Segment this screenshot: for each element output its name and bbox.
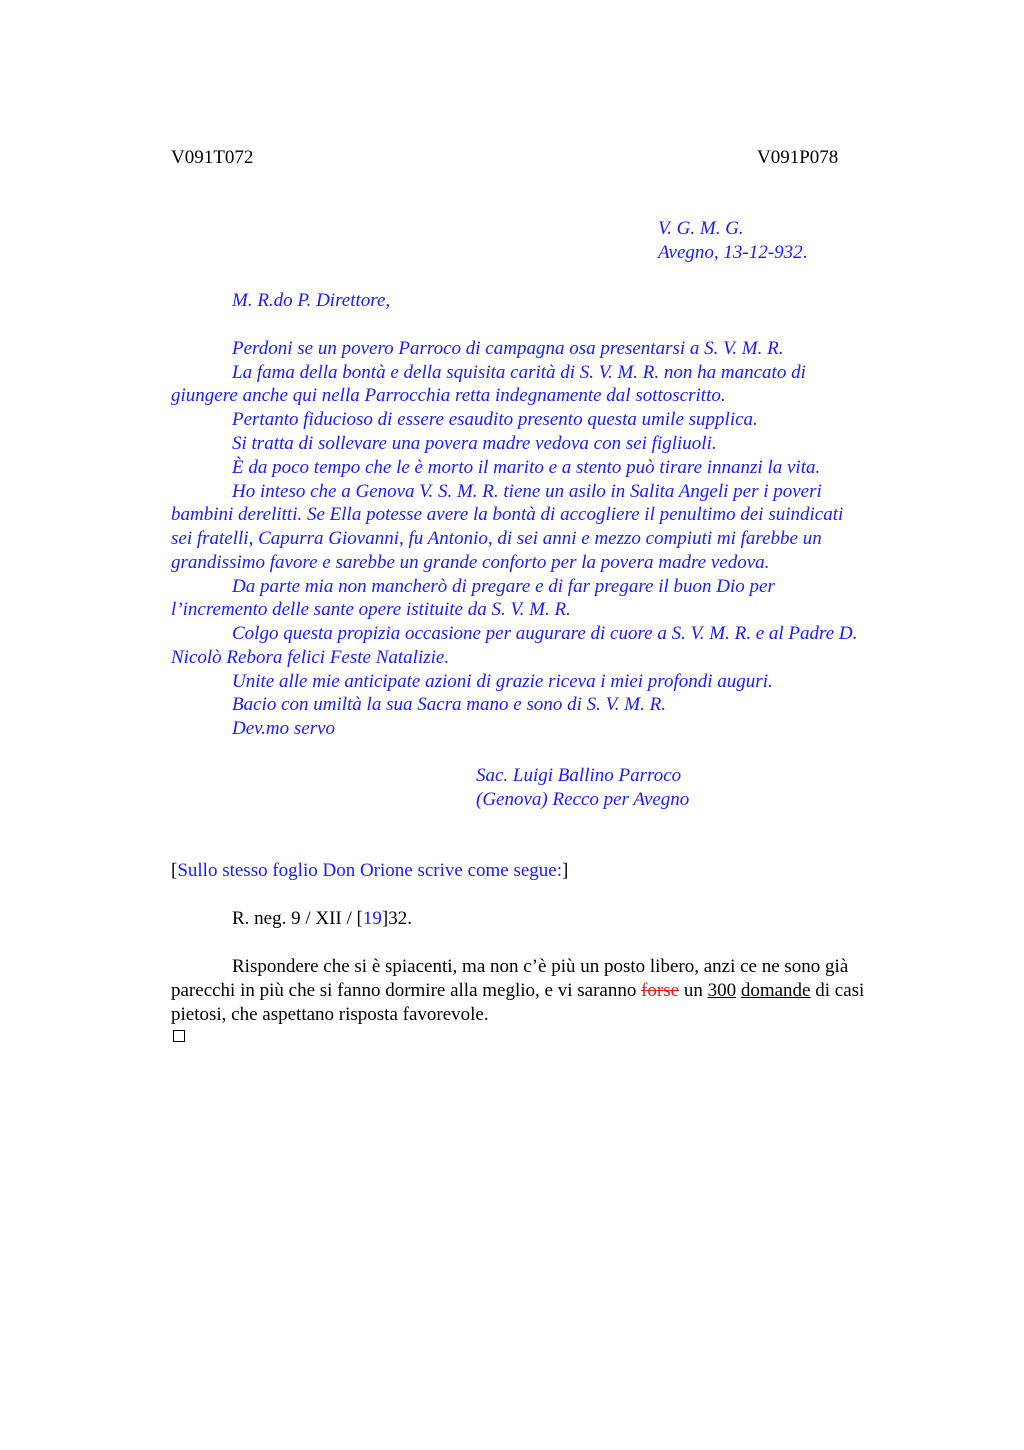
- note-open-bracket: [: [171, 860, 178, 881]
- letter-line: Ho inteso che a Genova V. S. M. R. tiene un asilo in Salita Angeli per i poveri: [232, 481, 822, 502]
- reply-ref-suffix: ]32.: [381, 908, 412, 929]
- reply-line: pietosi, che aspettano risposta favorevole.: [171, 1004, 489, 1025]
- letter-line: giungere anche qui nella Parrocchia retta indegnamente dal sottoscritto.: [171, 385, 726, 406]
- right-reference-code: V091P078: [757, 147, 839, 168]
- reply-line: Rispondere che si è spiacenti, ma non c’è più un posto libero, anzi ce ne sono già: [232, 956, 849, 977]
- signature-place: (Genova) Recco per Avegno: [476, 789, 690, 810]
- reply-ref-prefix: R. neg. 9 / XII / [: [232, 908, 363, 929]
- letter-line: Dev.mo servo: [232, 718, 336, 739]
- editorial-note: [171, 860, 568, 882]
- reply-line2-mid: un: [679, 980, 708, 1001]
- letter-line: Perdoni se un povero Parroco di campagna osa presentarsi a S. V. M. R.: [232, 338, 784, 359]
- note-close-bracket: ]: [562, 860, 569, 881]
- letter-line: Nicolò Rebora felici Feste Natalizie.: [171, 647, 450, 668]
- reply-line2-end: di casi: [810, 980, 865, 1001]
- struck-word: forse: [641, 980, 680, 1001]
- signature-name: Sac. Luigi Ballino Parroco: [476, 765, 682, 786]
- letter-line: l’incremento delle sante opere istituite da S. V. M. R.: [171, 599, 571, 620]
- reply-reference: [232, 908, 412, 930]
- letter-line: La fama della bontà e della squisita carità di S. V. M. R. non ha mancato di: [232, 362, 806, 383]
- letter-line: Bacio con umiltà la sua Sacra mano e sono di S. V. M. R.: [232, 694, 666, 715]
- end-square-icon: [173, 1030, 185, 1042]
- letter-line: grandissimo favore e sarebbe un grande conforto per la povera madre vedova.: [171, 552, 770, 573]
- dateline-motto: V. G. M. G.: [658, 218, 744, 239]
- letter-line: Si tratta di sollevare una povera madre vedova con sei figliuoli.: [232, 433, 717, 454]
- salutation: M. R.do P. Direttore,: [232, 290, 391, 311]
- dateline-place-date: [658, 242, 807, 264]
- left-reference-code: V091T072: [171, 147, 254, 168]
- letter-line: È da poco tempo che le è morto il marito e a stento può tirare innanzi la vita.: [232, 457, 821, 478]
- letter-line: bambini derelitti. Se Ella potesse avere la bontà di accogliere il penultimo dei suindicati: [171, 504, 844, 525]
- underlined-number: 300: [707, 980, 737, 1001]
- dateline-period: .: [802, 242, 808, 263]
- underlined-word: domande: [740, 980, 811, 1001]
- letter-line: Colgo questa propizia occasione per augurare di cuore a S. V. M. R. e al Padre D.: [232, 623, 858, 644]
- letter-line: sei fratelli, Capurra Giovanni, fu Antonio, di sei anni e mezzo compiuti mi farebbe un: [171, 528, 822, 549]
- reply-line: [171, 979, 864, 1003]
- letter-line: Unite alle mie anticipate azioni di grazie riceva i miei profondi auguri.: [232, 671, 773, 692]
- dateline-date-text: Avegno, 13-12-932: [658, 242, 803, 263]
- letter-line: Pertanto fiducioso di essere esaudito presento questa umile supplica.: [232, 409, 758, 430]
- note-text: Sullo stesso foglio Don Orione scrive come segue:: [177, 860, 563, 881]
- reply-ref-year: 19: [362, 908, 382, 929]
- letter-line: Da parte mia non mancherò di pregare e di far pregare il buon Dio per: [232, 576, 775, 597]
- reply-line2-start: parecchi in più che si fanno dormire alla meglio, e vi saranno: [171, 980, 642, 1001]
